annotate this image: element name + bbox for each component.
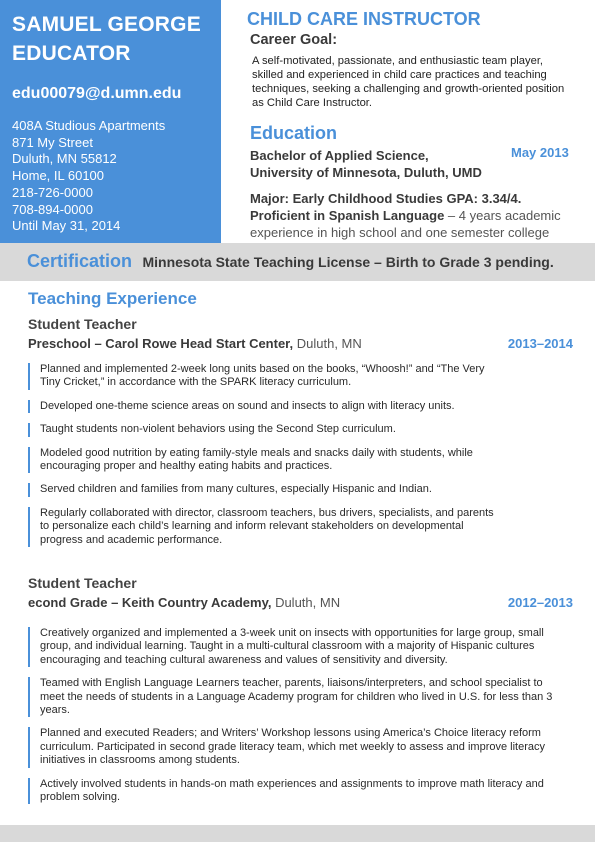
language-bold: Proficient in Spanish Language	[250, 208, 445, 223]
list-item: Served children and families from many cultures, especially Hispanic and Indian.	[28, 483, 568, 496]
job-bullets	[28, 627, 573, 804]
certification-band	[0, 243, 595, 281]
degree-line-2: University of Minnesota, Duluth, UMD	[250, 165, 482, 180]
degree-line-1: Bachelor of Applied Science,	[250, 148, 429, 163]
job-bullets	[28, 363, 573, 547]
list-item: Modeled good nutrition by eating family-style meals and snacks daily with students, while encouraging proper and healthy eating habits and practices.	[28, 447, 498, 474]
name-line-1: SAMUEL GEORGE	[12, 13, 201, 36]
email-link[interactable]: edu00079@d.umn.edu	[12, 85, 182, 102]
bottom-band	[0, 825, 595, 842]
job-role: Student Teacher	[28, 575, 137, 591]
name-line-2: EDUCATOR	[12, 42, 131, 65]
list-item: Actively involved students in hands-on math experiences and assignments to improve math literacy and problem solving.	[28, 778, 568, 805]
career-goal-text: A self-motivated, passionate, and enthusiastic team player, skilled and experienced in child care practices and teaching techniques, seeking a challenging and growth-oriented position as Child Care Instructor.	[252, 55, 565, 109]
teaching-experience-title: Teaching Experience	[28, 289, 197, 308]
list-item: Taught students non-violent behaviors using the Second Step curriculum.	[28, 423, 568, 436]
job-dates: 2012–2013	[507, 595, 573, 610]
contact-line: Until May 31, 2014	[12, 218, 121, 234]
contact-line: 871 My Street	[12, 134, 93, 150]
job-place-bold: Preschool – Carol Rowe Head Start Center,	[28, 336, 294, 351]
list-item: Regularly collaborated with director, classroom teachers, bus drivers, specialists, and parents to personalize each child’s learning and inform relevant stakeholders on developmental progress and academic performance.	[28, 507, 498, 547]
header	[247, 8, 587, 110]
job-entry	[28, 316, 573, 557]
job-entry	[28, 575, 573, 814]
list-item: Creatively organized and implemented a 3-week unit on insects with opportunities for large group, small group, and individual learning. Taught in a multi-cultural classroom with a majority of Hispanic cultures encouraging and teaching cultural awareness and values of sensitivity and diversity.	[28, 627, 568, 667]
job-place-bold: econd Grade – Keith Country Academy,	[28, 595, 272, 610]
certification-text: Minnesota State Teaching License – Birth to Grade 3 pending.	[142, 254, 554, 270]
contact-line: 218-726-0000	[12, 184, 93, 200]
major-text: Major: Early Childhood Studies GPA: 3.34/4.	[250, 191, 522, 206]
education-date: May 2013	[511, 145, 569, 160]
list-item: Planned and executed Readers; and Writers’ Workshop lessons using America’s Choice literacy reform curriculum. Participated in second grade literacy team, which met weekly to assess and improve literacy initiatives in classrooms among students.	[28, 727, 568, 767]
contact-line: Home, IL 60100	[12, 168, 105, 184]
job-place	[28, 595, 573, 610]
job-place-rest: Duluth, MN	[271, 595, 341, 610]
education-major	[250, 190, 580, 241]
name	[12, 10, 221, 68]
list-item: Teamed with English Language Learners teacher, parents, liaisons/interpreters, and school specialist to meet the needs of students in a Language Academy program for children who lived in U.S. for less than 3 years.	[28, 677, 568, 717]
job-role: Student Teacher	[28, 316, 137, 332]
language-rest: – 4 years academic experience in high school and one semester college	[250, 208, 561, 240]
sidebar	[0, 0, 221, 243]
contact-block	[12, 118, 221, 235]
education-degree	[250, 147, 500, 181]
contact-line: 408A Studious Apartments	[12, 118, 166, 133]
education-title: Education	[250, 123, 338, 143]
certification-title: Certification	[27, 251, 133, 271]
job-dates: 2013–2014	[507, 336, 573, 351]
job-place	[28, 336, 573, 351]
contact-line: Duluth, MN 55812	[12, 151, 117, 167]
career-goal-label: Career Goal:	[250, 32, 338, 48]
list-item: Developed one-theme science areas on sound and insects to align with literacy units.	[28, 400, 568, 413]
contact-line: 708-894-0000	[12, 201, 93, 217]
list-item: Planned and implemented 2-week long units based on the books, “Whoosh!” and “The Very Tiny Cricket,” in accordance with the SPARK literacy curriculum.	[28, 363, 498, 390]
job-place-rest: Duluth, MN	[293, 336, 362, 351]
job-title: CHILD CARE INSTRUCTOR	[247, 9, 481, 29]
